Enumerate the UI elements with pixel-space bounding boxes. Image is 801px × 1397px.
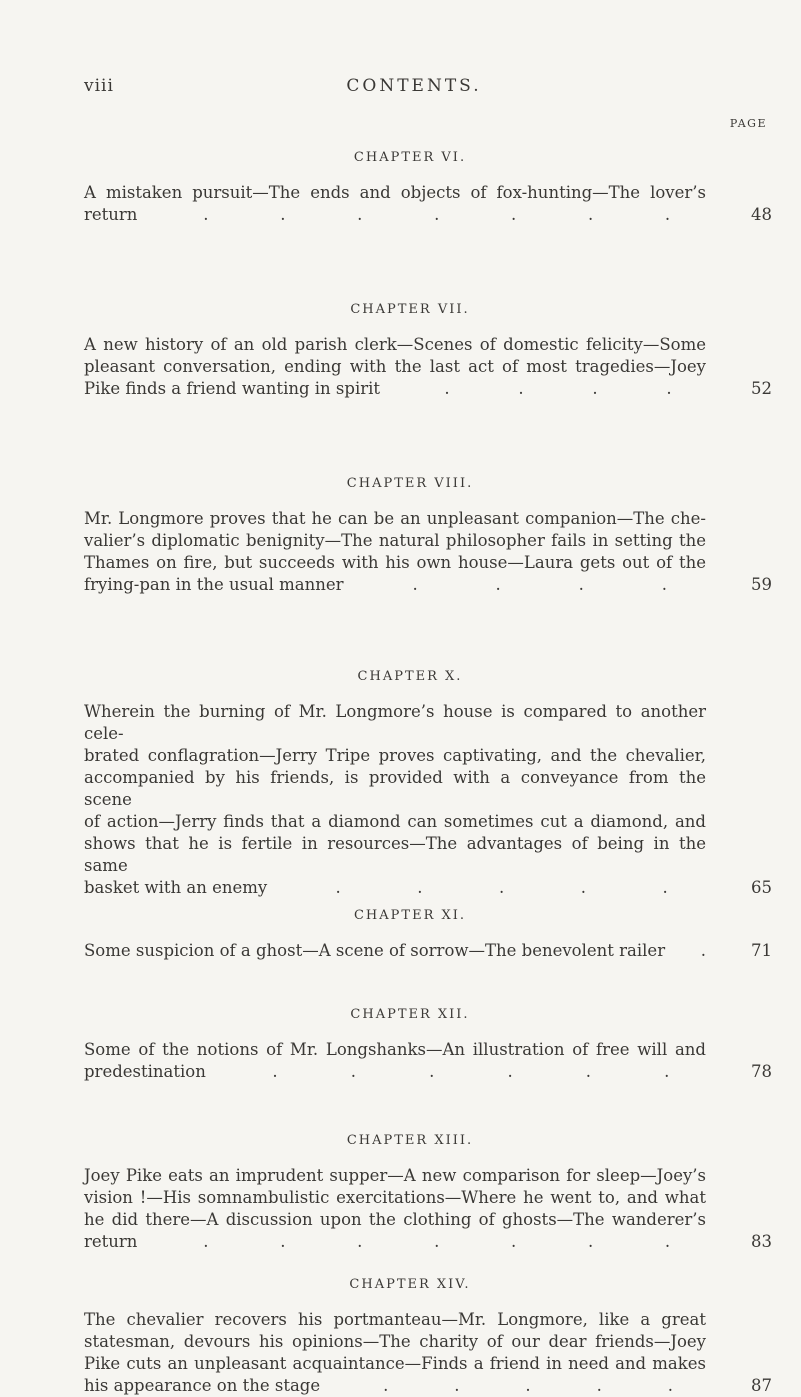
synopsis-line: his appearance on the stage (84, 1376, 321, 1395)
synopsis-line: A new history of an old parish clerk—Scenes of domestic felicity—Some (84, 335, 706, 354)
running-title: CONTENTS. (346, 76, 482, 96)
chapter-entry (84, 908, 772, 962)
synopsis-line: Mr. Longmore proves that he can be an unpleasant companion—The che- (84, 509, 706, 528)
synopsis-last-line (84, 204, 706, 226)
chapter-heading: CHAPTER XII. (350, 1007, 470, 1022)
synopsis-last-line (84, 378, 706, 400)
chapter-synopsis (84, 508, 706, 596)
chapter-synopsis-block (84, 1309, 772, 1397)
synopsis-line: he did there—A discussion upon the clothing of ghosts—The wanderer’s (84, 1210, 706, 1229)
chapter-synopsis (84, 701, 706, 899)
synopsis-line: Wherein the burning of Mr. Longmore’s house is compared to another cele- (84, 702, 706, 743)
synopsis-line: of action—Jerry finds that a diamond can sometimes cut a diamond, and (84, 812, 706, 831)
synopsis-last-line (84, 940, 706, 962)
chapter-page-number: 87 (751, 1376, 772, 1395)
chapter-entry (84, 1007, 772, 1083)
dot-leaders: . . . . (444, 379, 672, 398)
synopsis-line: Pike finds a friend wanting in spirit (84, 379, 381, 398)
chapter-synopsis-block (84, 701, 772, 899)
chapter-page-number: 52 (751, 379, 772, 398)
synopsis-line: statesman, devours his opinions—The charity of our dear friends—Joey (84, 1332, 706, 1351)
dot-leaders: . . . . . (383, 1376, 674, 1395)
chapter-synopsis (84, 940, 706, 962)
dot-leaders: . . . . . . . (203, 1232, 671, 1251)
chapter-synopsis-block (84, 182, 772, 226)
synopsis-line: brated conflagration—Jerry Tripe proves captivating, and the chevalier, (84, 746, 706, 765)
synopsis-line: vision !—His somnambulistic exercitations—Where he went to, and what (84, 1188, 706, 1207)
chapter-synopsis (84, 1039, 706, 1083)
dot-leaders: . . . . (412, 575, 668, 594)
chapter-entry (84, 476, 772, 596)
page-column-label: PAGE (729, 117, 767, 130)
chapter-heading: CHAPTER X. (357, 669, 463, 684)
chapter-entry (84, 302, 772, 400)
chapter-page-number: 78 (751, 1062, 772, 1081)
synopsis-line: frying-pan in the usual manner (84, 575, 344, 594)
chapter-heading: CHAPTER XIV. (349, 1277, 471, 1292)
chapter-synopsis (84, 1165, 706, 1253)
chapter-heading: CHAPTER VI. (353, 150, 467, 165)
page-number: viii (84, 76, 114, 96)
dot-leaders: . . . . . . (272, 1062, 670, 1081)
synopsis-line: valier’s diplomatic benignity—The natural philosopher fails in setting the (84, 531, 706, 550)
chapter-synopsis-block (84, 334, 772, 400)
dot-leaders: . . . . . . . (203, 205, 671, 224)
synopsis-last-line (84, 1231, 706, 1253)
chapter-page-number: 59 (751, 575, 772, 594)
chapter-synopsis-block (84, 1165, 772, 1253)
chapter-synopsis (84, 1309, 706, 1397)
running-head (84, 76, 744, 100)
chapter-synopsis (84, 334, 706, 400)
synopsis-line: Thames on fire, but succeeds with his own house—Laura gets out of the (84, 553, 706, 572)
synopsis-last-line (84, 1375, 706, 1397)
synopsis-line: Some of the notions of Mr. Longshanks—An illustration of free will and (84, 1040, 706, 1059)
synopsis-line: basket with an enemy (84, 878, 268, 897)
dot-leaders: . (700, 941, 706, 960)
synopsis-line: Joey Pike eats an imprudent supper—A new comparison for sleep—Joey’s (84, 1166, 706, 1185)
chapter-heading: CHAPTER XIII. (346, 1133, 474, 1148)
chapter-page-number: 48 (751, 205, 772, 224)
synopsis-line: return (84, 1232, 138, 1251)
chapter-synopsis-block (84, 940, 772, 962)
synopsis-line: A mistaken pursuit—The ends and objects of fox-hunting—The lover’s (84, 183, 706, 202)
synopsis-line: return (84, 205, 138, 224)
chapter-entry (84, 669, 772, 899)
synopsis-line: Some suspicion of a ghost—A scene of sorrow—The benevolent railer (84, 941, 666, 960)
chapter-heading: CHAPTER XI. (353, 908, 467, 923)
chapter-heading: CHAPTER VIII. (346, 476, 474, 491)
chapter-entry (84, 150, 772, 226)
chapter-synopsis-block (84, 508, 772, 596)
synopsis-line: accompanied by his friends, is provided with a conveyance from the scene (84, 768, 706, 809)
synopsis-line: pleasant conversation, ending with the last act of most tragedies—Joey (84, 357, 706, 376)
dot-leaders: . . . . . (335, 878, 668, 897)
chapter-page-number: 83 (751, 1232, 772, 1251)
chapter-entry (84, 1133, 772, 1253)
synopsis-last-line (84, 877, 706, 899)
chapter-page-number: 71 (751, 941, 772, 960)
synopsis-last-line (84, 574, 706, 596)
synopsis-line: predestination (84, 1062, 206, 1081)
chapter-synopsis-block (84, 1039, 772, 1083)
synopsis-line: The chevalier recovers his portmanteau—Mr. Longmore, like a great (84, 1310, 706, 1329)
chapter-entry (84, 1277, 772, 1397)
synopsis-line: shows that he is fertile in resources—The advantages of being in the same (84, 834, 706, 875)
chapter-page-number: 65 (751, 878, 772, 897)
chapter-heading: CHAPTER VII. (350, 302, 470, 317)
synopsis-line: Pike cuts an unpleasant acquaintance—Finds a friend in need and makes (84, 1354, 706, 1373)
chapter-synopsis (84, 182, 706, 226)
synopsis-last-line (84, 1061, 706, 1083)
